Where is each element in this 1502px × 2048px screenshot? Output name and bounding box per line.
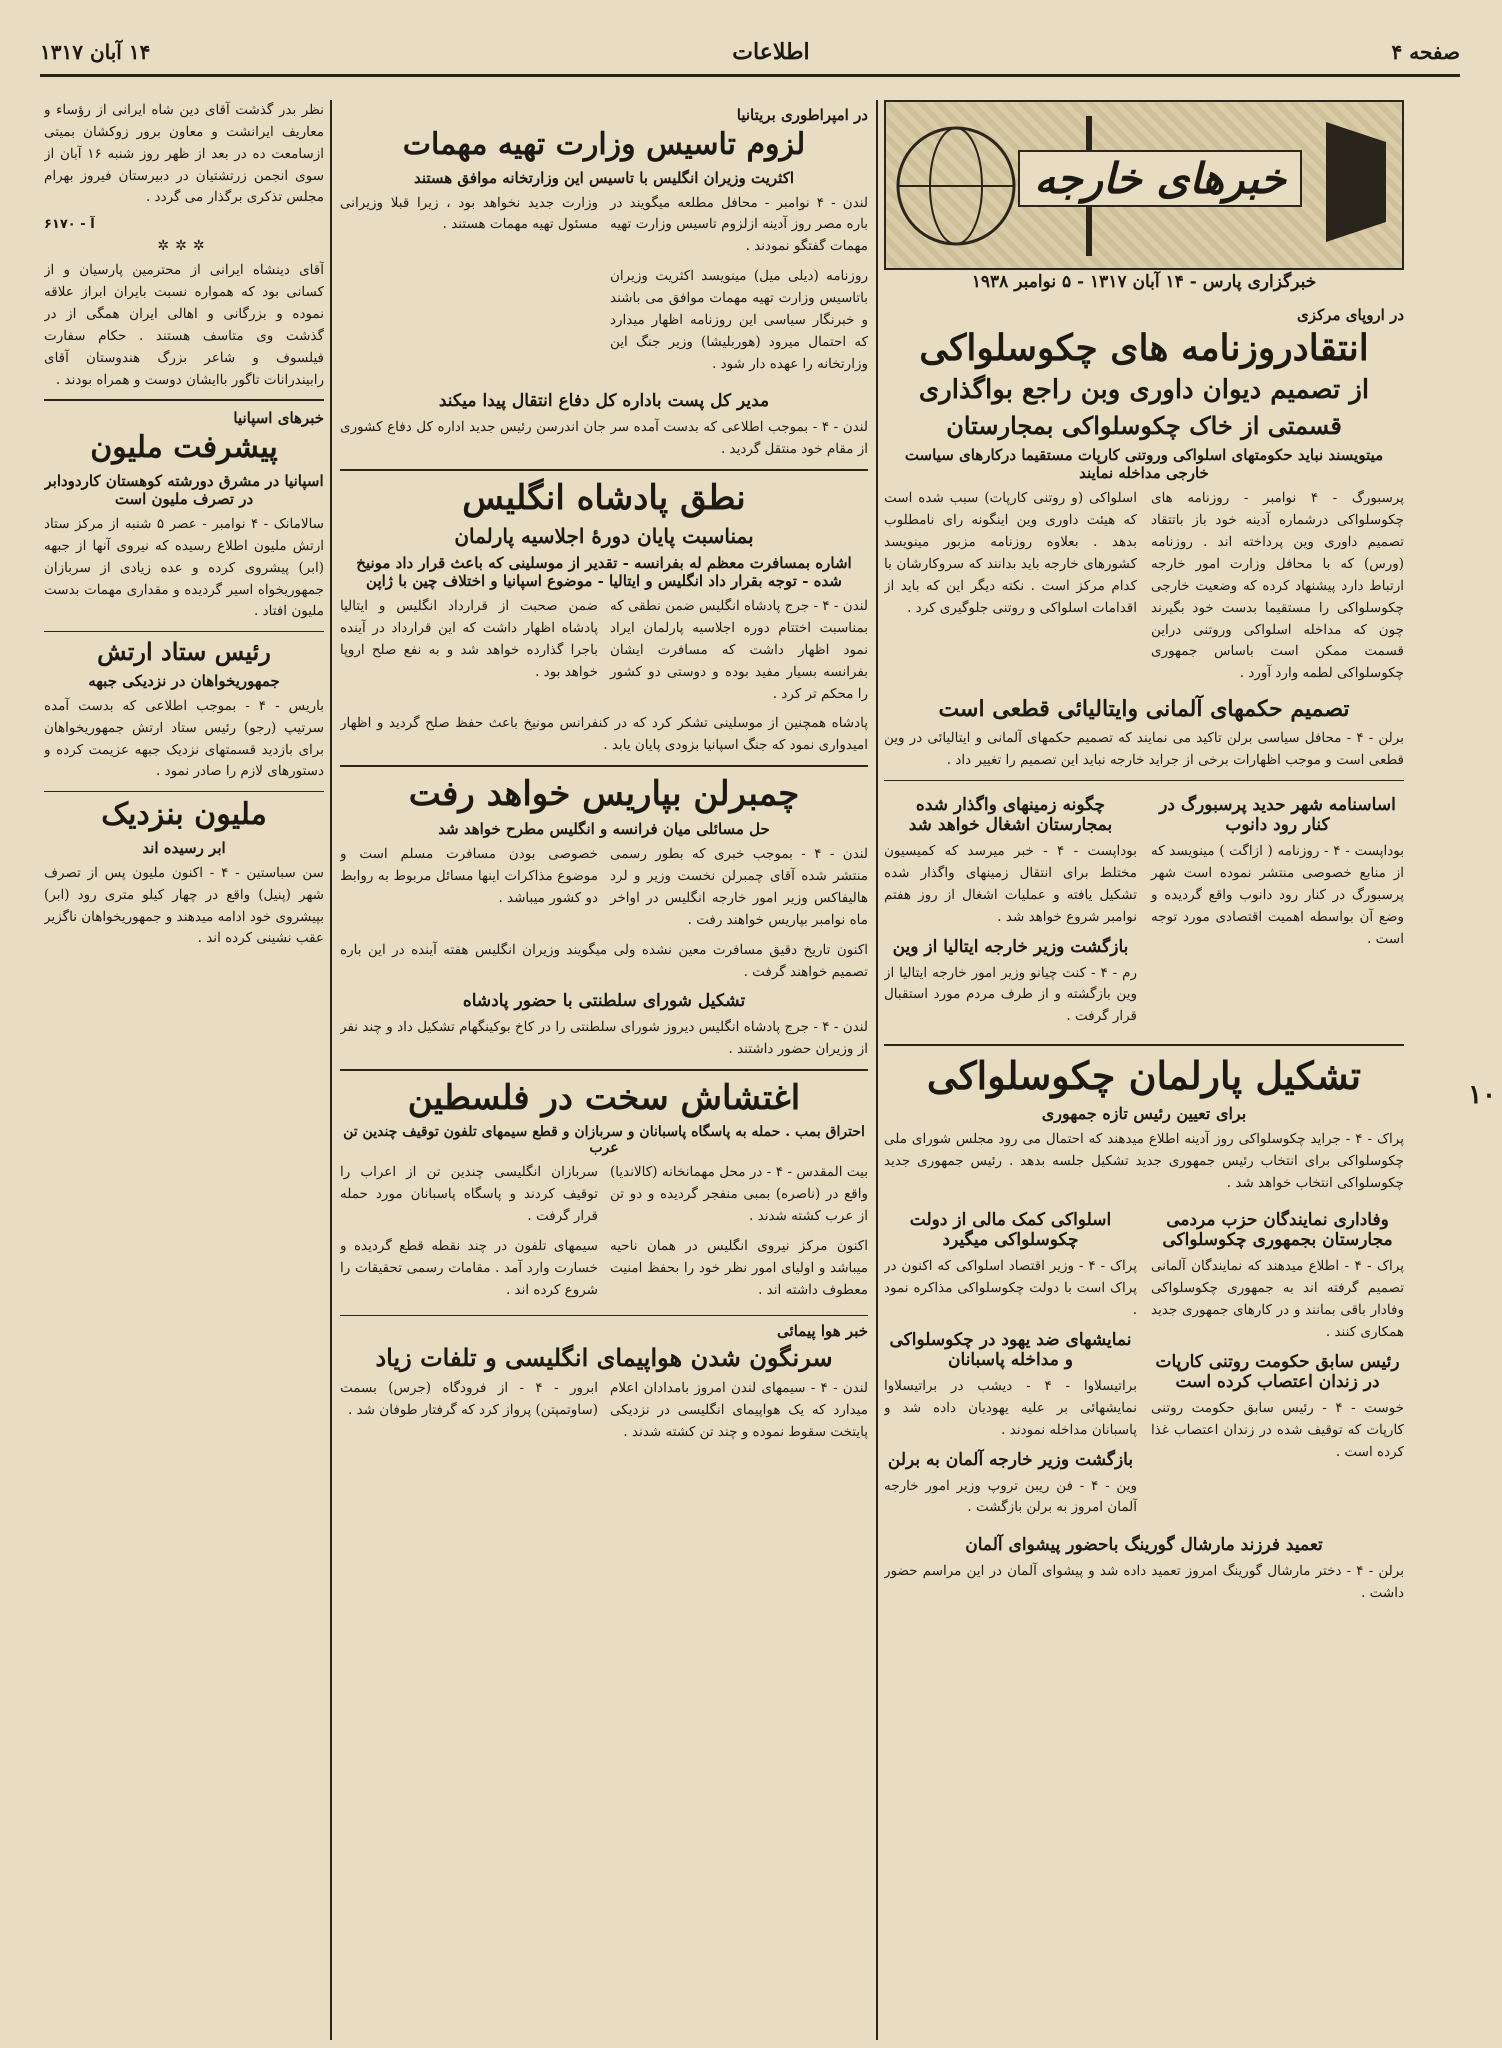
memorial-ref: آ - ۶۱۷۰ [44, 217, 95, 233]
munitions-headline: لزوم تاسیس وزارت تهیه مهمات [402, 127, 806, 162]
ciano-body: رم - ۴ - کنت چیانو وزیر امور خارجه ایتالیا از وین بازگشته و از طرف مردم مورد استقبال قرار گرفت . [884, 964, 1137, 1025]
spain-label: خبرهای اسپانیا [233, 409, 324, 428]
staff-sub: جمهوریخواهان در نزدیکی جبهه [88, 671, 280, 690]
spain-sub: اسپانیا در مشرق دورشته کوهستان کاردودابر در تصرف ملیون است [44, 471, 324, 508]
chamberlain-headline: چمبرلن بپاریس خواهد رفت [408, 774, 800, 815]
loyalty-headline: وفاداری نمایندگان حزب مردمی مجارستان بجمهوری چکوسلواکی [1162, 1210, 1393, 1251]
occupation-body: بوداپست - ۴ - خبر میرسد که کمیسیون مختلط برای انتقال زمینهای واگذار شده تشکیل یافته و عملیات اشغال از روز هفتم نوامبر شروع خواهد شد . [884, 843, 1137, 925]
aviation-body1: لندن - ۴ - سیمهای لندن امروز بامدادان اعلام میدارد که یک هواپیمای انگلیسی در نزدیکی پایتخت سقوط نموده و چند تن کشته شدند . [610, 1380, 868, 1440]
parliament-headline: تشکیل پارلمان چکوسلواکی [926, 1053, 1362, 1099]
separator [44, 791, 324, 792]
protest-body: براتیسلاوا - ۴ - دیشب در براتیسلاوا نمایشهائی بر علیه یهودیان داده شد و پاسبانان مداخله نمودند . [884, 1378, 1137, 1438]
munitions-body1: لندن - ۴ نوامبر - محافل مطلعه میگویند در باره مصر روز آدینه ازلزوم تاسیس وزارت تهیه مهمات گفتگو نمودند . [610, 194, 868, 255]
memorial-note2: آقای دینشاه ایرانی از محترمین پارسیان و از کسانی بود که همواره نسبت بایران ابراز علاقه نموده و بزرگانی و اهالی ایران همگی از در گذشت وی متاسف هستند . حکام سفارت فیلسوف و شاعر بزرگ هندوستان آقای رابیندرانات تاگور باایشان دوست و همراه بودند . [44, 262, 324, 388]
aviation-body2: ابرور - ۴ - از فرودگاه (جرس) بسمت (ساوتمپتن) پرواز کرد که گرفتار طوفان شد . [340, 1380, 598, 1418]
ribbentrop-body: وین - ۴ - فن ریبن تروپ وزیر امور خارجه آلمان امروز به برلن بازگشت . [884, 1477, 1137, 1516]
palestine-body1: بیت المقدس - ۴ - در محل مهمانخانه (کالاندیا) واقع در (ناصره) بمبی منفجر گردیده و دو تن از عرب کشته شدند . [610, 1164, 868, 1224]
loyalty-body: پراک - ۴ - اطلاع میدهند که نمایندگان آلمانی تصمیم گرفته اند به جمهوری چکوسلواکی وفادار باقی بمانند و در کارهای جمهوری جدید همکاری کنند . [1151, 1258, 1404, 1340]
pressburg-body: بوداپست - ۴ - روزنامه ( ازاگت ) مینویسد که از منابع خصوصی منتشر نموده است شهر پرسبورگ در کنار رود دانوب واقع گردیده و وضع آن بواسطه اهمیت اقتصادی مورد توجه است . [1151, 843, 1404, 947]
separator [44, 631, 324, 632]
column-rule-left [330, 100, 332, 2040]
chamberlain-sub: حل مسائلی میان فرانسه و انگلیس مطرح خواهد شد [438, 820, 770, 839]
spain-headline: پیشرفت ملیون [90, 430, 278, 466]
aid-body: پراک - ۴ - وزیر اقتصاد اسلواکی که اکنون در پراک است با دولت چکوسلواکی مذاکره نمود . [884, 1258, 1137, 1319]
near-headline: ملیون بنزدیک [101, 797, 267, 833]
palestine-body2: اکنون مرکز نیروی انگلیس در همان ناحیه میباشد و اولیای امور نظر خود را بحفظ امنیت معطوف داشته اند . [610, 1237, 868, 1298]
palestine-body4: سیمهای تلفون در چند نقطه قطع گردیده و خسارت وارد آمد . مقامات رسمی تحقیقات را شروع کرده اند . [340, 1237, 598, 1298]
head-rule [40, 74, 1460, 77]
foreign-kicker: در اروپای مرکزی [1297, 306, 1404, 324]
staff-body: باریس - ۴ - بموجب اطلاعی که بدست آمده سرتیپ (رجو) رئیس ستاد ارتش جمهوریخواهان برای بازدید قسمتهای نزدیک جبهه عزیمت کرده و دستورهای لازم را صادر نمود . [44, 697, 324, 780]
protest-headline: نمایشهای ضد یهود در چکوسلواکی و مداخله پاسبانان [889, 1330, 1132, 1370]
edge-mark: ۱۰ [1468, 1080, 1496, 1110]
spain-body: سالامانک - ۴ نوامبر - عصر ۵ شنبه از مرکز ستاد ارتش ملیون اطلاع رسیده که نیروی آنها از جبهه (ابر) پیشروی کرده و عده زیادی از سربازان جمهوریخواه اسیر گردیده و مقداری مهمات بدست ملیون افتاد . [44, 515, 324, 620]
former-head-headline: رئیس سابق حکومت روتنی کارپات در زندان اعتصاب کرده است [1155, 1351, 1400, 1392]
memorial-note: نظر بدر گذشت آقای دین شاه ایرانی از رؤساء و معاریف ایرانشت و معاون برور زوکشان بمیتی ازسامعت ده در بعد از ظهر روز شنبه ۱۶ آبان از سوی انجمن زرتشتیان در دبیرستان فیروز بهرام مجلس تذکری برگذار می گردد . [44, 102, 324, 206]
king-speech-deck: اشاره بمسافرت معظم له بفرانسه - تقدیر از موسلینی که باعث قرار داد مونیخ شده - توجه بقرار داد انگلیس و ایتالیا - موضوع اسپانیا و اختلاف چین با ژاپن [356, 554, 852, 591]
aviation-headline: سرنگون شدن هواپیمای انگلیسی و تلفات زیاد [375, 1343, 833, 1373]
foreign-news-title: خبرهای خارجه [1018, 150, 1302, 207]
munitions-sub: اکثریت وزیران انگلیس با تاسیس این وزارتخانه موافق هستند [413, 168, 795, 187]
postmaster-headline: مدیر کل پست باداره کل دفاع انتقال پیدا میکند [438, 391, 770, 412]
czech-press-headline: انتقادروزنامه های چکوسلواکی [919, 327, 1369, 369]
chamberlain-body3: اکنون تاریخ دقیق مسافرت معین نشده ولی میگویند وزیران انگلیس هفته آینده در این باره تصمیم خواهند گرفت . [340, 941, 868, 980]
near-body: سن سباستین - ۴ - اکنون ملیون پس از تصرف شهر (پنیل) واقع در چهار کیلو متری رود (ابر) بپیشروی خود ادامه میدهند و جمهوریخواهان ناگزیر عقب نشینی کرده اند . [44, 864, 324, 947]
king-speech-body2: ضمن صحبت از قرارداد انگلیس و ایتالیا پادشاه اظهار داشت که این قرارداد در آینده باجرا گذارده خواهد شد و به نفع صلح اروپا خواهد بود . [340, 598, 598, 680]
staff-headline: رئیس ستاد ارتش [97, 637, 271, 667]
former-head-body: خوست - ۴ - رئیس سابق حکومت روتنی کارپات که توقیف شده در زندان اعتصاب غذا کرده است . [1151, 1399, 1404, 1460]
aid-headline: اسلواکی کمک مالی از دولت چکوسلواکی میگیرد [909, 1210, 1112, 1251]
ribbentrop-headline: بازگشت وزیر خارجه آلمان به برلن [887, 1449, 1134, 1470]
king-speech-body3: پادشاه همچنین از موسلینی تشکر کرد که در کنفرانس مونیخ باعث حفظ صلح گردید و اظهار امیدواری نمود که جنگ اسپانیا بزودی پایان یابد . [340, 715, 868, 754]
page-label: صفحه ۴ [1391, 40, 1460, 64]
arbitration-body: برلن - ۴ - محافل سیاسی برلن تاکید می نمایند که تصمیم حکمهای آلمانی و ایتالیائی در وین قطعی است و موجب اظهارات برخی از جراید خارجه نباید این تصمیم را تغییر داد . [884, 730, 1404, 769]
czech-press-body1: پرسبورگ - ۴ نوامبر - روزنامه های چکوسلواکی درشماره آدینه خود باز باتتقاد تصمیم داوری وین پرداخته اند . روزنامه (ورس) که با محافل وزارت امور خارجه ارتباط دارد پیشنهاد کرده که وضعیت خارجی چکوسلواکی را مستقیما بدست خود بگیرند چون که مداخله اسلواکی وروتنی دراین قسمت ممکن است باساس جمهوری چکوسلواکی لطمه وارد آورد . [1151, 490, 1404, 682]
czech-press-sub1: از تصمیم دیوان داوری وبن راجع بواگذاری [918, 375, 1370, 406]
stars-divider: ✲✲✲ [157, 238, 211, 255]
postmaster-body: لندن - ۴ - بموجب اطلاعی که بدست آمده سر جان اندرسن رئیس جدید اداره کل دفاع کشوری از مقام خود منتقل گردید . [340, 419, 868, 458]
council-headline: تشکیل شورای سلطنتی با حضور پادشاه [462, 991, 746, 1012]
occupation-headline: چگونه زمینهای واگذار شده بمجارستان اشغال خواهد شد [908, 795, 1113, 836]
separator [340, 1069, 868, 1071]
near-sub: ابر رسیده اند [142, 838, 226, 857]
separator [884, 780, 1404, 781]
palestine-sub: احتراق بمب . حمله به پاسگاه پاسبانان و سربازان و قطع سیمهای تلفون توقیف چندین تن عرب [343, 1124, 865, 1157]
paper-name: اطلاعات [732, 39, 810, 65]
council-body: لندن - ۴ - جرج پادشاه انگلیس دیروز شورای سلطنتی را در کاخ بوکینگهام تشکیل داد و چند نفر از وزیران حضور داشتند . [340, 1019, 868, 1058]
column-rule-right [876, 100, 878, 2040]
megaphone-icon [1326, 122, 1386, 242]
palestine-body3: سربازان انگلیسی چندین تن از اعراب را توقیف کردند و پاسگاه پاسبانان مورد حمله قرار گرفت . [340, 1164, 598, 1224]
munitions-body3: روزنامه (دیلی میل) مینویسد اکثریت وزیران باتاسیس وزارت تهیه مهمات موافق می باشند و خبرنگار سیاسی این روزنامه اظهار میدارد که احتمال میرود (هوربلیشا) وزیر جنگ این وزارتخانه را عهده دار شود . [610, 268, 868, 372]
agency-dateline: خبرگزاری پارس - ۱۴ آبان ۱۳۱۷ - ۵ نوامبر ۱۹۳۸ [971, 272, 1317, 292]
empire-kicker: در امپراطوری بریتانیا [736, 106, 868, 124]
goering-body: برلن - ۴ - دختر مارشال گورینگ امروز تعمید داده شد و پیشوای آلمان در این مراسم حضور داشت . [884, 1563, 1404, 1602]
king-speech-headline: نطق پادشاه انگلیس [462, 478, 746, 519]
parliament-sub: برای تعیین رئیس تازه جمهوری [1041, 1103, 1247, 1123]
separator [44, 399, 324, 401]
issue-date: ۱۴ آبان ۱۳۱۷ [40, 40, 151, 64]
separator [884, 1044, 1404, 1046]
chamberlain-body1: لندن - ۴ - بموجب خبری که بطور رسمی منتشر شده آقای چمبرلن نخست وزیر و لرد هالیفاکس وزیر امور خارجه انگلیس در اواخر ماه نوامبر بپاریس خواهند رفت . [610, 846, 868, 928]
left-column [44, 100, 324, 2040]
king-speech-sub: بمناسبت پایان دورهٔ اجلاسیه پارلمان [454, 524, 754, 549]
munitions-body2: وزارت جدید نخواهد بود ، زیرا قبلا وزیرانی مسئول تهیه مهمات هستند . [340, 194, 598, 233]
pressburg-headline: اساسنامه شهر حدید پرسبورگ در کنار رود دانوب [1159, 795, 1396, 836]
separator [340, 765, 868, 767]
ciano-headline: بازگشت وزیر خارجه ایتالیا از وین [892, 936, 1129, 957]
chamberlain-body2: خصوصی بودن مسافرت مسلم است و موضوع مذاکرات اینها مسائل مربوط به روابط دو کشور میباشد . [340, 846, 598, 907]
foreign-news-column [884, 300, 1404, 2040]
aviation-kicker: خبر هوا پیمائی [777, 1322, 868, 1341]
middle-column [340, 100, 868, 2040]
running-head [40, 32, 1460, 72]
parliament-body: پراک - ۴ - جراید چکوسلواکی روز آدینه اطلاع میدهند که احتمال می رود مجلس شورای ملی چکوسلواکی برای انتخاب رئیس جمهوری جدید تشکیل جلسه بدهد . رئیس جمهوری جدید چکوسلواکی انتخاب خواهد شد . [884, 1130, 1404, 1191]
arbitration-headline: تصمیم حکمهای آلمانی وایتالیائی قطعی است [938, 696, 1350, 723]
goering-headline: تعمید فرزند مارشال گورینگ باحضور پیشوای آلمان [965, 1535, 1323, 1556]
czech-press-sub2: قسمتی از خاک چکوسلواکی بمجارستان [946, 411, 1342, 441]
czech-press-body2: اسلواکی (و روتنی کارپات) سبب شده است که هیئت داوری وین اینگونه رای نامطلوب بدهد . بعلاوه روزنامه مزبور مینویسد کشورهای خارجه باید بدانند که سروکارشان با کدام مرکز است . نکته دیگر این که باید از اقدامات اسلواکی و روتنی جلوگیری کرد . [884, 490, 1137, 616]
king-speech-body1: لندن - ۴ - جرج پادشاه انگلیس ضمن نطقی که بمناسبت اختتام دوره اجلاسیه پارلمان ایراد نمود اظهار داشت که مسافرت ایشان بفرانسه بسیار مفید بوده و دوستی دو کشور را محکم تر کرد . [610, 598, 868, 702]
separator [340, 1315, 868, 1316]
palestine-headline: اغتشاش سخت در فلسطین [407, 1078, 801, 1119]
separator [340, 469, 868, 471]
czech-press-deck: میتویسند نباید حکومتهای اسلواکی وروتنی کارپات مستقیما درکارهای سیاست خارجی مداخله نمایند [904, 446, 1384, 483]
